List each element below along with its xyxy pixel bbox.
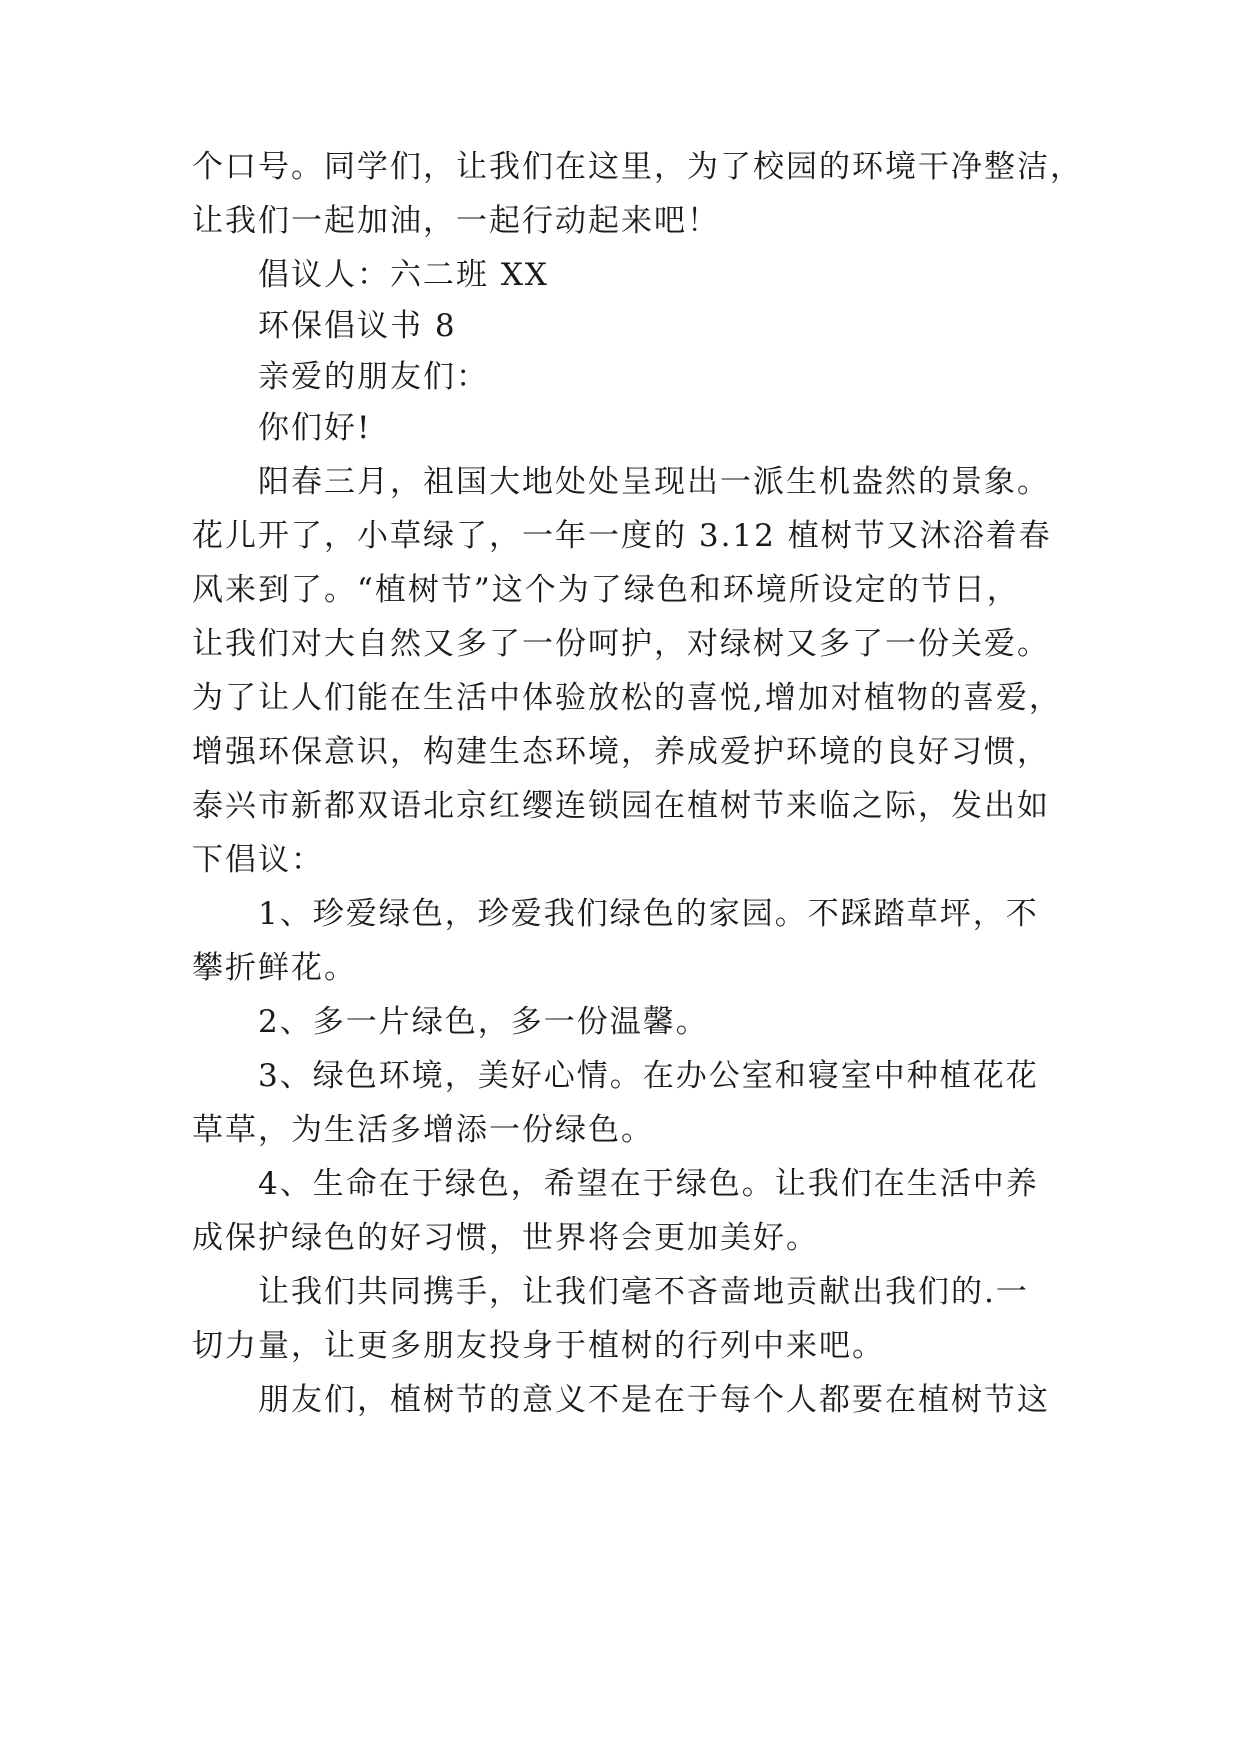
text-line: 泰兴市新都双语北京红缨连锁园在植树节来临之际，发出如 <box>192 788 1050 824</box>
text-line: 切力量，让更多朋友投身于植树的行列中来吧。 <box>192 1328 885 1364</box>
text-line: 为了让人们能在生活中体验放松的喜悦,增加对植物的喜爱， <box>192 680 1062 716</box>
list-item: 3、绿色环境，美好心情。在办公室和寝室中种植花花 <box>258 1058 1039 1094</box>
greeting: 你们好! <box>258 410 372 446</box>
list-item: 4、生命在于绿色，希望在于绿色。让我们在生活中养 <box>258 1166 1039 1202</box>
list-item-continuation: 成保护绿色的好习惯，世界将会更加美好。 <box>192 1220 819 1256</box>
text-line: 下倡议： <box>192 842 324 878</box>
text-line: 阳春三月，祖国大地处处呈现出一派生机盎然的景象。 <box>258 464 1050 500</box>
signature-line: 倡议人：六二班 XX <box>258 257 549 293</box>
list-item: 1、珍爱绿色，珍爱我们绿色的家园。不踩踏草坪，不 <box>258 896 1039 932</box>
salutation: 亲爱的朋友们： <box>258 359 489 395</box>
text-line: 花儿开了，小草绿了，一年一度的 3.12 植树节又沐浴着春 <box>192 518 1052 554</box>
text-line: 让我们对大自然又多了一份呵护，对绿树又多了一份关爱。 <box>192 626 1050 662</box>
text-line: 朋友们，植树节的意义不是在于每个人都要在植树节这 <box>258 1382 1050 1418</box>
list-item: 2、多一片绿色，多一份温馨。 <box>258 1004 709 1040</box>
text-line: 增强环保意识，构建生态环境，养成爱护环境的良好习惯， <box>192 734 1050 770</box>
text-line: 让我们一起加油，一起行动起来吧！ <box>192 203 720 239</box>
list-item-continuation: 攀折鲜花。 <box>192 950 357 986</box>
text-line: 个口号。同学们，让我们在这里，为了校园的环境干净整洁， <box>192 149 1083 185</box>
section-title: 环保倡议书 8 <box>258 308 457 344</box>
list-item-continuation: 草草，为生活多增添一份绿色。 <box>192 1112 654 1148</box>
text-line: 让我们共同携手，让我们毫不吝啬地贡献出我们的.一 <box>258 1274 1029 1310</box>
text-line: 风来到了。“植树节”这个为了绿色和环境所设定的节日， <box>192 572 1020 608</box>
